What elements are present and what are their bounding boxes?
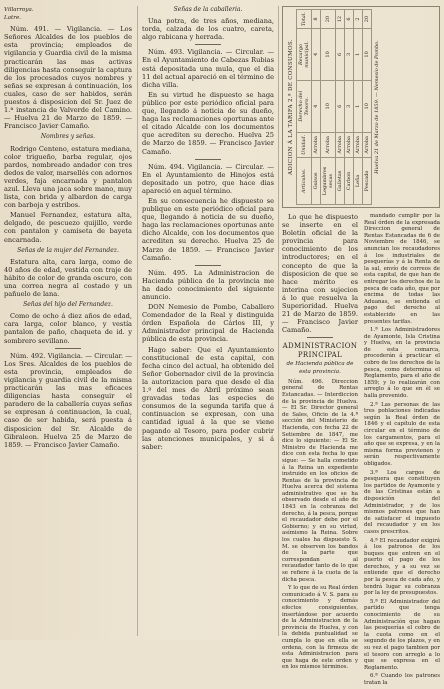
tariff-table-cell: 1 — [354, 29, 363, 81]
separator-rule — [195, 44, 221, 45]
notice-494-continued: En su consecuencia he dispuesto se publique en este periódico oficial para que, llegando á noticia de su dueño, haga las reclamaciones oportunas ante dicho Alcalde, con los documentos que acrediten su derecho. Huelva 25 de Marzo de 1859. — Francisco Javier Camaño. — [142, 196, 274, 262]
tariff-table-rotated — [286, 9, 436, 205]
rule-intro: mandado cumplir por la Real órden de la expresada Direccion general de Rentas Estancadas de 6 de Noviembre de 1846, se anuncian los recaudadores á los industriales de pesquerías y á la Renta de la sal, envío de correos de esta capital, de que han de entregar los derechos de la pesca de cada año, que por encima de todas las Aduanas, se entienda el pago del derecho al establecido en las presentes tarifas. — [364, 213, 440, 325]
tariff-table-cell: 4 — [312, 29, 321, 81]
rule-4: 4.ª El recaudador exigirá á los patronos de los buques que entren en el puerto el pago de los derechos, y a su vez se entiende que el derecho por la pesca de cada año, y tendrá lugar su cobranza por la ley de presupuestos. — [364, 537, 440, 597]
tariff-table-cell: 3 — [345, 80, 354, 132]
notice-496: Núm. 496. Direccion general de Rentas Estancadas. — Interdiccion de la provincia de Huelva. — El Sr. Director general de Sales, Oficio de la 4.ª sección del Ministerio de Hacienda, con fecha 22 de Setiembre de 1847, me dice lo siguiente: — El Sr. Ministro de Hacienda me dice con esta fecha lo que sigue: — Se halla cometido á la Reina un expediente instruido en los oficios de Rentas de la provincia de Huelva acerca del sistema administrativo que se ha observado desde el año de 1843 en la cobranza del derecho, á la pesca, porque el recaudador debe por el Gobierno; y en su virtud, asímismo la Reina. Sobre los cuales ha dispuesto S. M. se observen los bandos de la parte que correspondan al recaudador tanto de lo que se refiere á la cuota de la dicha pesca. — [282, 378, 358, 583]
subhead-senas-hijo: Señas del hijo del Fernandez. — [23, 301, 113, 309]
tariff-table-cell: 6 — [336, 29, 345, 81]
tariff-table-row — [363, 10, 372, 205]
column-3a — [282, 213, 358, 689]
tariff-table-cell: Guisos — [312, 157, 321, 204]
tariff-table-header-cell: Derecho del Tesoro. — [297, 80, 312, 132]
tariff-table-header-row — [297, 10, 312, 205]
column-rule-2 — [278, 6, 279, 636]
notice-493-continued: En su virtud he dispuesto se haga público por este periódico oficial para que, llegando á noticia de su dueño, haga las reclamaciones oportunas ante el citado Alcalde con los documentos que acrediten su derecho. Huelva 25 de Marzo de 1859. — Francisco Javier Camaño. — [142, 90, 274, 156]
tariff-table-row — [345, 10, 354, 205]
tariff-table-cell: Legumbres secas — [321, 157, 336, 204]
tariff-table-cell: Arroba — [363, 132, 372, 157]
subhead-senas-mujer: Señas de la mujer del Fernandez. — [17, 246, 119, 254]
description-manuel-fernandez: Manuel Fernandez, estatura alta, delgado, de pescuezo quijillo, verde con pantalon y camiseta de bayeta encarnada. — [4, 211, 132, 244]
tariff-table-cell: 10 — [321, 80, 336, 132]
tariff-table-cell: 10 — [363, 80, 372, 132]
hago-saber-text: Hago saber: Que el Ayuntamiento constitucional de esta capital, con fecha cinco del actual, ha obtenido del Señor Gobernador civil de la provincia la autorizacion para que desde el dia 1.º del mes de Abril próximo sean gravadas todas las especies de consumos de la segunda tarifa que á continuacion se expresan, con una cantidad igual á la que se viene pagando al Tesoro, para poder cubrir las atenciones municipales, y si á saber: — [142, 345, 274, 451]
column-rule-1 — [137, 6, 138, 636]
tariff-table-footer: Huelva 21 de Marzo de 1859. — Nemesio de Pombo. — [374, 40, 380, 174]
tariff-table-cell: Arroba — [345, 132, 354, 157]
column-1 — [4, 6, 132, 636]
tariff-table-header-cell: Unidad. — [297, 132, 312, 157]
notice-496-continued: Y lo que de su Real órden comunicado á V. S. para su conocimiento y demás efectos consiguientes, insertándose por acuerdo de la Administracion de la provincia de Huelva, y con la debida puntualidad se cumpla lo que en ella se ordena, con la firmeza de esta Administracion para que haga de este orden y en los mismos términos. — [282, 585, 358, 671]
column-3 — [282, 6, 440, 686]
notice-493: Núm. 493. Vigilancia. — Circular. — En el Ayuntamiento de Cabezas Rubias está depositada una mula, que el dia 11 del actual apareció en el término de dicha villa. — [142, 48, 274, 89]
tariff-table-cell: Arroba — [336, 132, 345, 157]
description-mujer: Estatura alta, cara larga, como de 40 años de edad, vestida con traje de hábito de color de granda oscuro, con una correa negra al costado y un pañuelo de lana. — [4, 257, 132, 299]
column-2 — [142, 6, 274, 636]
tariff-table-cell: 10 — [363, 29, 372, 81]
separator-rule — [195, 159, 221, 160]
separator-rule — [307, 337, 333, 338]
tariff-table-cell: 1 — [354, 80, 363, 132]
rule-3: 3.ª Los cargos de pesquera que constituyen los partidos de Ayamonte y de las Cristinas están a disposición del Administrador, y de los mismos patrones que han de satisfacer el impuesto del recaudador y en los casos prescritos. — [364, 469, 440, 535]
separator-rule — [195, 265, 221, 266]
tariff-table-cell: Arroba — [312, 132, 321, 157]
description-hijo: Como de ocho á diez años de edad, cara larga, color blanco, y vestía pantalon de paño, chaqueta de id. y sombrero sevillano. — [4, 312, 132, 345]
tariff-table-cell: 12 — [336, 10, 345, 29]
tariff-table-cell: Arroba — [321, 132, 336, 157]
administrator-intro: DON Nemesio de Pombo, Caballero Comendador de la Real y distinguida órden Española de Cárlos III, y Administrador principal de Hacienda pública de esta provincia. — [142, 303, 274, 344]
tariff-table-row — [354, 10, 363, 205]
section-subheading-hacienda: de Hacienda pública de esta provincia. — [286, 360, 354, 375]
tariff-table-cell: Carbon — [345, 157, 354, 204]
column-3b — [364, 213, 440, 689]
rule-1: 1.ª Los Administradores de Ayamonte, Isla Cristina y Huelva, en la provincia de esta comarca, procederán á practicar el cobro de los derechos de la pesca, como determina el Reglamento, para el año de 1859; y lo realizarán con arreglo á lo que en él se halla prevenido. — [364, 327, 440, 400]
rule-6: 6.ª Cuando los patrones tratan la — [364, 673, 440, 686]
notice-495: Núm. 495. La Administracion de Hacienda pública de la provincia me ha dado conocimiento del siguiente anuncio. — [142, 268, 274, 301]
tariff-table-cell: 20 — [321, 10, 336, 29]
tariff-table-row — [321, 10, 336, 205]
column-header: Villarroya. Latre. — [4, 7, 34, 22]
rule-5: 5.ª El Administrador del partido que tenga conocimiento de su Administración que hagan las pesquerías el cobro de la cuota como en el segundo de los plazos, y en su vez el pago tambien por el tesoro con arreglo a lo que se expresa en el Reglamento. — [364, 598, 440, 671]
tariff-table-cell: Pescado — [363, 157, 372, 204]
description-rodrigo-centeno: Rodrigo Centeno, estatura mediana, color trigueño, barba regular, ojos pardos, nombreado andador con tres dedos de valor, marsellés con adornos verdes, faja encarnada y pantalon azul. Lleva una jaca sobre mano, muy lista, con brida y albardon de carga con barboja y estribos. — [4, 144, 132, 210]
section-heading-administracion: ADMINISTRACION PRINCIPAL — [282, 342, 358, 359]
tariff-table-body — [312, 10, 372, 205]
tariff-table-cell: Leña — [354, 157, 363, 204]
tariff-table-cell: 8 — [312, 10, 321, 29]
separator-rule — [55, 348, 81, 349]
tariff-table-cell: 6 — [336, 80, 345, 132]
tariff-table-cell: 20 — [363, 10, 372, 29]
tariff-table-cell: 4 — [312, 80, 321, 132]
rule-2: 2.ª Las personas de las tres poblaciones indicadas según la Real órden de 1846 y el capítulo de esta circular en el término de los cargamentos, para el año que se expresa, y en la misma forma previenen y serán respectivamente obligados. — [364, 401, 440, 467]
tariff-table-header-cell: Recargo municipal. — [297, 29, 312, 81]
tariff-table-cell: 2 — [354, 10, 363, 29]
tariff-table — [296, 9, 372, 205]
tariff-table-frame — [282, 6, 440, 208]
tariff-table-header-cell: Total. — [297, 10, 312, 29]
tariff-table-row — [336, 10, 345, 205]
notice-491: Núm. 491. — Vigilancia. — Los Señores Alcaldes de los pueblos de esta provincia; empleados de vigilancia y Guardia civil de la misma practicarán las mas activas diligencias hasta conseguir la captura de los procesados cuyos nombres y señas se expresan á continuación, los cuales, caso de ser habidos, serán puestos á disposicion del Sr. Juez de 1.ª instancia de Valverde del Camino. — Huelva 21 de Marzo de 1859. — Francisco Javier Camaño. — [4, 25, 132, 131]
tariff-table-cell: 10 — [321, 29, 336, 81]
tariff-table-cell: 3 — [345, 29, 354, 81]
tariff-table-header-cell: Articulos. — [297, 157, 312, 204]
tariff-table-title: ADICION Á LA TARIFA 2.ª DE CONSUMOS. — [288, 39, 294, 175]
subhead-nombres-senas: Nombres y señas. — [40, 133, 96, 141]
tariff-table-cell: Arroba — [354, 132, 363, 157]
public-notice-conclusion: Lo que he dispuesto se inserte en el Boletín oficial de la provincia para conocimiento de los introductores; en el concepto de que la disposicion de que se hace mérito es interina con sujecion á lo que resuelva la Superioridad. Huelva 21 de Marzo de 1859. — Francisco Javier Camaño. — [282, 213, 358, 335]
description-potra: Una potra, de tres años, mediana, torda, calzada de los cuatro, careta, algo rabicana y herrada. — [142, 17, 274, 42]
subhead-senas-caballeria: Señas de la caballeria. — [173, 6, 243, 13]
tariff-table-row — [312, 10, 321, 205]
tariff-table-cell: 6 — [345, 10, 354, 29]
notice-492: Núm. 492. Vigilancia. — Circular. — Los Sres. Alcaldes de los pueblos de esta provincia, empleados de vigilancia y guardia civil de la misma practicarán las mas eficaces diligencias hasta conseguir el paradero de la caballería cuyas señas se expresan á continuacion, la cual, caso de ser habida, será puesta á disposicion del Sr. Alcalde de Gibraleon. Huelva 25 de Marzo de 1859. — Francisco Javier Camaño. — [4, 351, 132, 449]
notice-494: Núm. 494. Vigilancia. — Circular. — En el Ayuntamiento de Hinojos está depositado un potro, que hace dias apareció en aquel término. — [142, 162, 274, 195]
tariff-table-cell: Galletas — [336, 157, 345, 204]
